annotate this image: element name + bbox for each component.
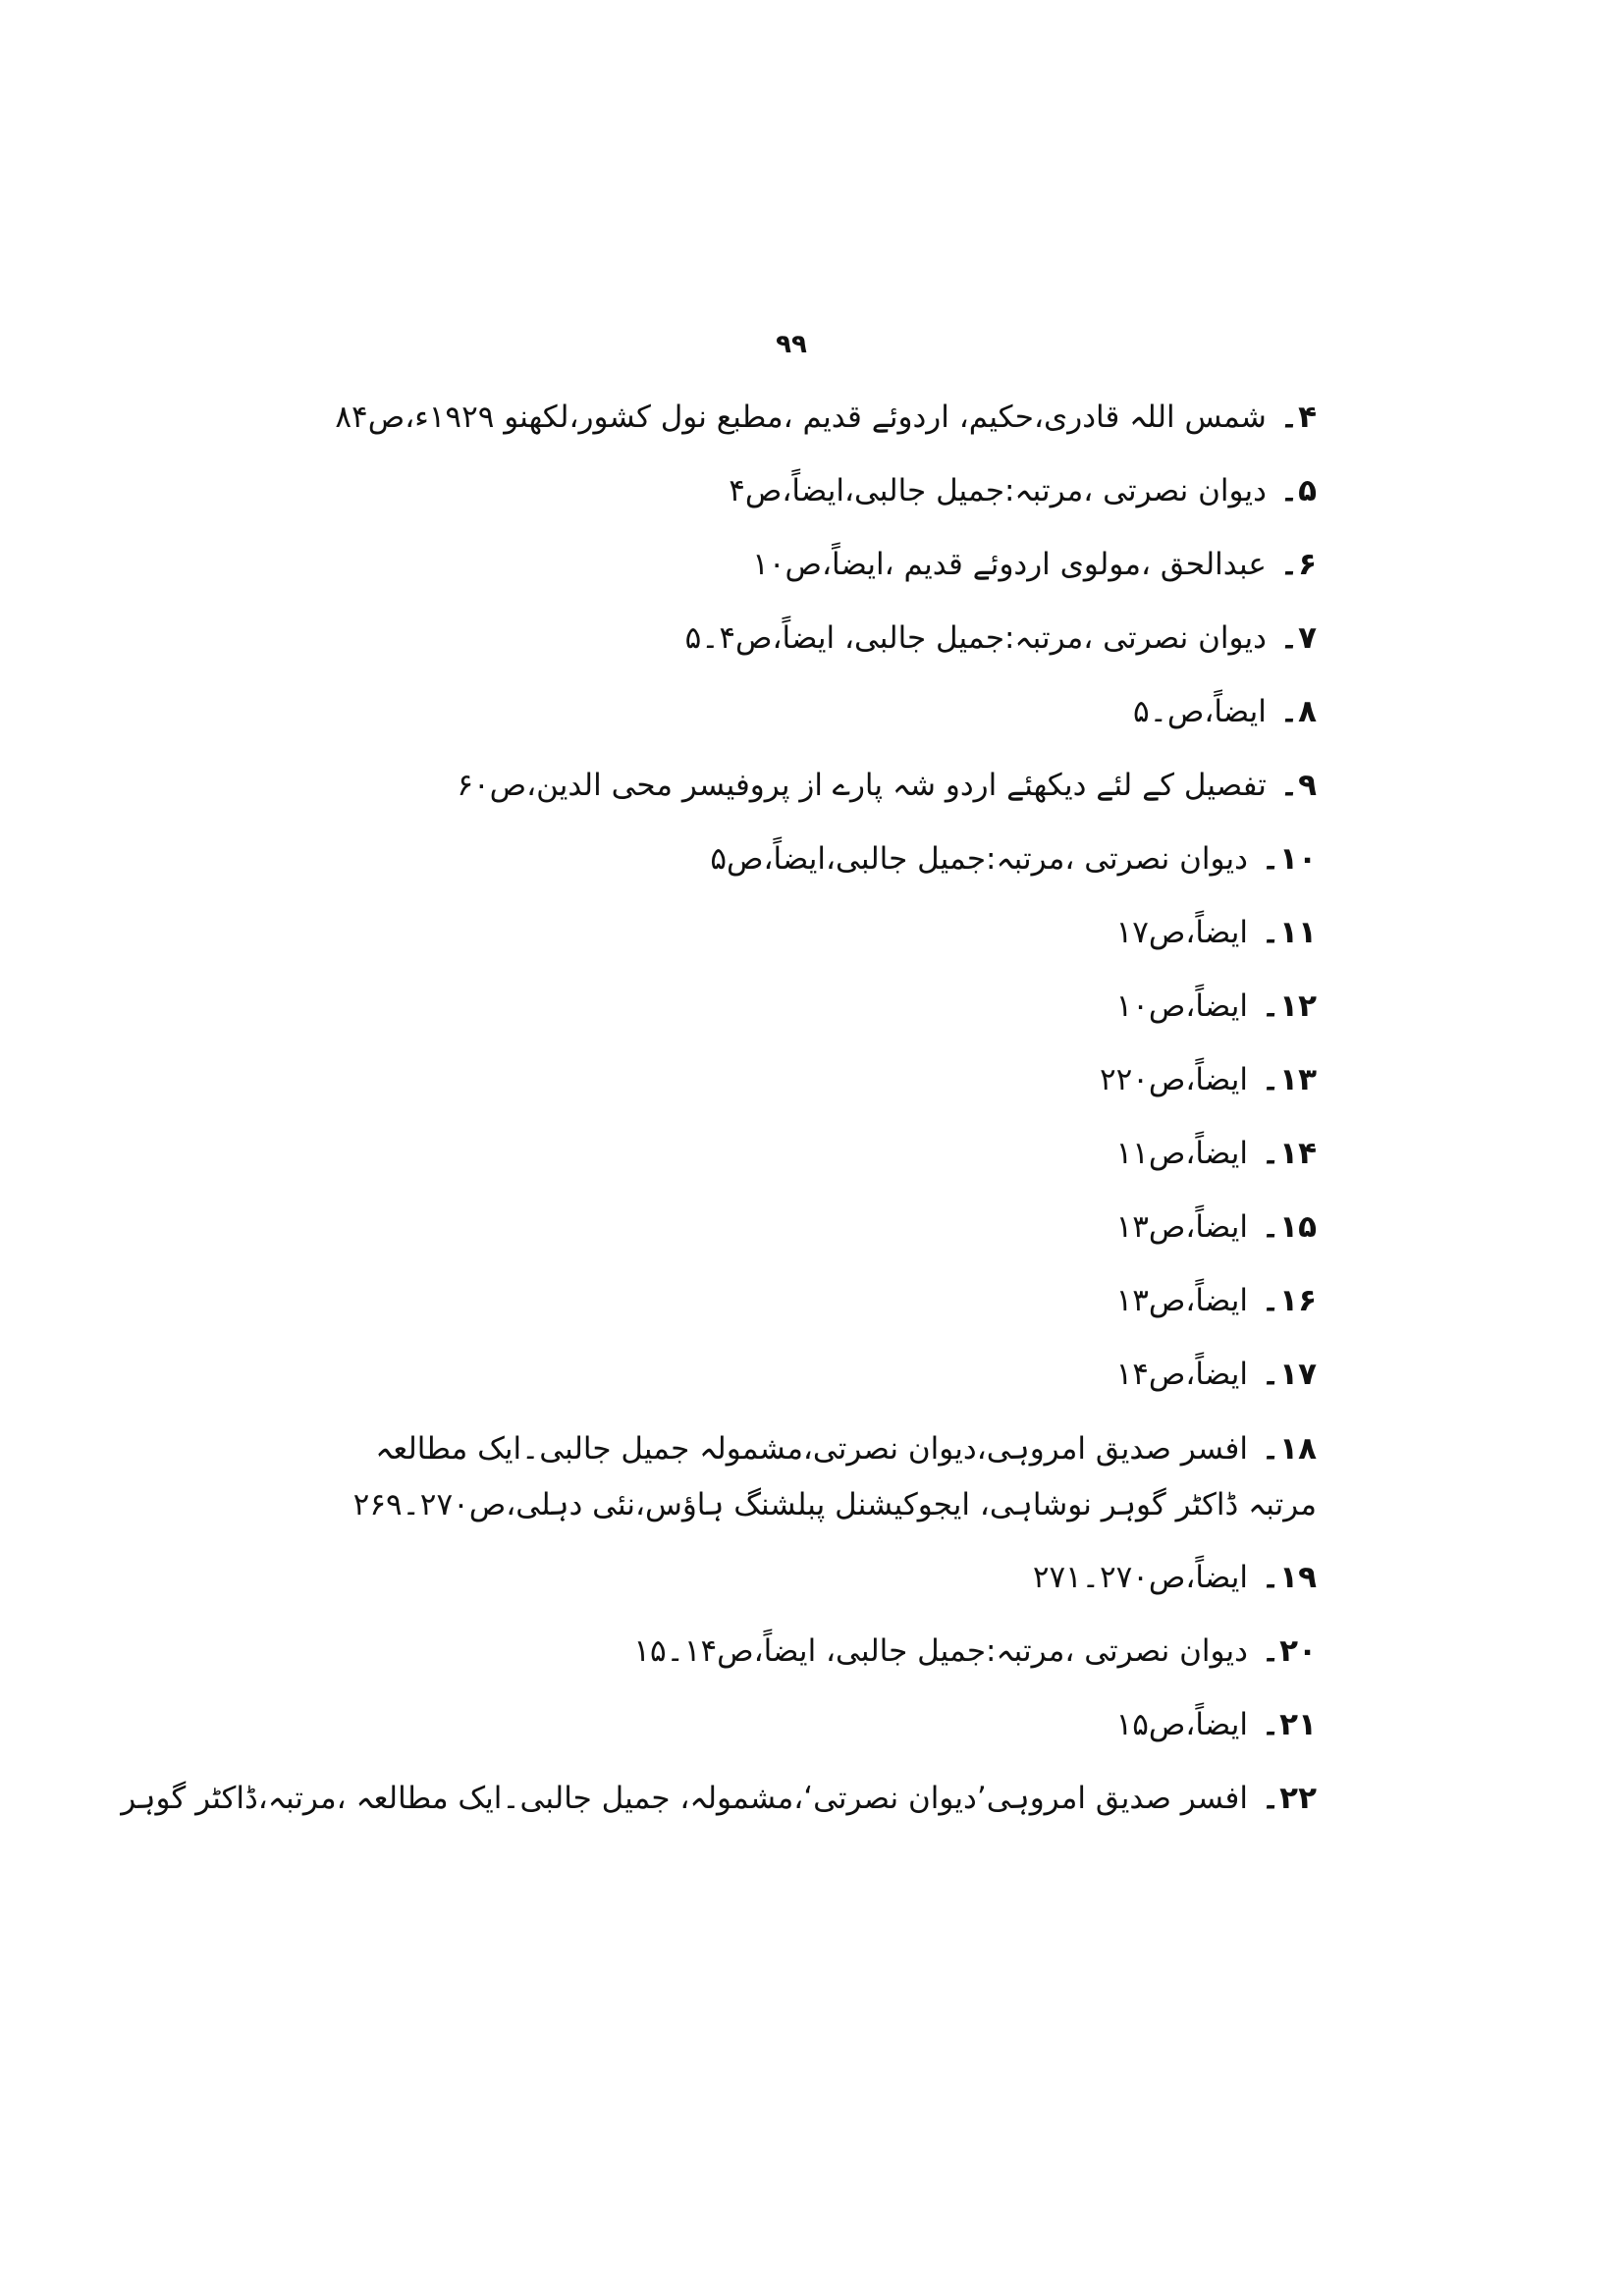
footnote-item xyxy=(315,749,1317,823)
footnote-text: ایضاً،ص۱۵ xyxy=(1115,1707,1248,1742)
footnote-text: دیوان نصرتی ،مرتبہ:جمیل جالبی، ایضاً،ص۱۴۔۱۵ xyxy=(633,1633,1248,1669)
footnote-number: ۶۔ xyxy=(1279,547,1317,582)
footnote-number: ۱۱۔ xyxy=(1261,915,1317,950)
footnote-item xyxy=(315,1338,1317,1412)
footnote-item xyxy=(315,602,1317,675)
footnote-item xyxy=(121,1762,1317,1836)
footnote-text: دیوان نصرتی ،مرتبہ:جمیل جالبی،ایضاً،ص۴ xyxy=(729,473,1267,508)
footnote-text: ایضاً،ص۔۵ xyxy=(1133,694,1267,729)
footnote-item xyxy=(315,528,1317,602)
footnote-text: ایضاً،ص۱۱ xyxy=(1115,1136,1248,1171)
footnote-item xyxy=(315,1043,1317,1117)
footnote-item xyxy=(315,675,1317,749)
footnote-text: ایضاً،ص۱۳ xyxy=(1115,1209,1248,1245)
footnote-number: ۷۔ xyxy=(1279,620,1317,656)
footnote-item xyxy=(315,1412,1317,1541)
footnote-item xyxy=(315,970,1317,1043)
page-number: ۹۹ xyxy=(776,330,807,359)
footnote-item xyxy=(315,823,1317,896)
footnote-text: ایضاً،ص۱۳ xyxy=(1115,1283,1248,1318)
footnote-item xyxy=(315,1117,1317,1191)
footnotes-list xyxy=(121,381,1317,1836)
footnote-text: دیوان نصرتی ،مرتبہ:جمیل جالبی،ایضاً،ص۵ xyxy=(710,841,1248,877)
footnote-item xyxy=(315,454,1317,528)
footnote-number: ۵۔ xyxy=(1279,473,1317,508)
footnote-text: عبدالحق ،مولوی اردوئے قدیم ،ایضاً،ص۱۰ xyxy=(752,547,1267,582)
footnote-number: ۱۸۔ xyxy=(1261,1431,1317,1467)
footnote-number: ۴۔ xyxy=(1279,400,1317,435)
footnote-text: تفصیل کے لئے دیکھئے اردو شہ پارے از پروفیسر محی الدین،ص۶۰ xyxy=(457,768,1267,803)
footnote-number: ۱۶۔ xyxy=(1261,1283,1317,1318)
footnote-number: ۱۰۔ xyxy=(1261,841,1317,877)
footnote-text: ایضاً،ص۲۷۰۔۲۷۱ xyxy=(1032,1560,1248,1595)
footnote-number: ۹۔ xyxy=(1279,768,1317,803)
footnote-text: شمس اللہ قادری،حکیم، اردوئے قدیم ،مطبع نول کشور،لکھنو ۱۹۲۹ء،ص۸۴ xyxy=(335,400,1267,435)
footnote-text: ایضاً،ص۱۴ xyxy=(1115,1357,1248,1392)
footnote-number: ۲۱۔ xyxy=(1261,1707,1317,1742)
footnote-item xyxy=(315,1688,1317,1762)
footnote-item xyxy=(315,1264,1317,1338)
footnote-text: افسر صدیق امروہی’دیوان نصرتی‘،مشمولہ، جمیل جالبی۔ایک مطالعہ ،مرتبہ،ڈاکٹر گوہر xyxy=(121,1781,1248,1816)
footnote-number: ۸۔ xyxy=(1279,694,1317,729)
footnote-text: دیوان نصرتی ،مرتبہ:جمیل جالبی، ایضاً،ص۴۔۵ xyxy=(684,620,1267,656)
footnote-number: ۲۰۔ xyxy=(1261,1633,1317,1669)
footnote-number: ۲۲۔ xyxy=(1261,1781,1317,1816)
footnote-text: ایضاً،ص۱۰ xyxy=(1115,988,1248,1024)
footnote-item xyxy=(315,1541,1317,1615)
footnote-number: ۱۳۔ xyxy=(1261,1062,1317,1097)
footnote-item xyxy=(315,1191,1317,1264)
footnote-number: ۱۴۔ xyxy=(1261,1136,1317,1171)
footnote-number: ۱۵۔ xyxy=(1261,1209,1317,1245)
footnote-number: ۱۹۔ xyxy=(1261,1560,1317,1595)
footnote-text: افسر صدیق امروہی،دیوان نصرتی،مشمولہ جمیل جالبی۔ایک مطالعہ مرتبہ ڈاکٹر گوہر نوشاہی، ایجوکیشنل پبلشنگ ہاؤس،نئی دہلی،ص۲۷۰۔۲۶۹ xyxy=(352,1431,1317,1522)
footnote-text: ایضاً،ص۲۲۰ xyxy=(1099,1062,1248,1097)
footnote-item xyxy=(315,896,1317,970)
footnote-number: ۱۷۔ xyxy=(1261,1357,1317,1392)
footnote-item xyxy=(315,1615,1317,1688)
footnote-item xyxy=(315,381,1317,454)
footnote-text: ایضاً،ص۱۷ xyxy=(1115,915,1248,950)
footnote-number: ۱۲۔ xyxy=(1261,988,1317,1024)
